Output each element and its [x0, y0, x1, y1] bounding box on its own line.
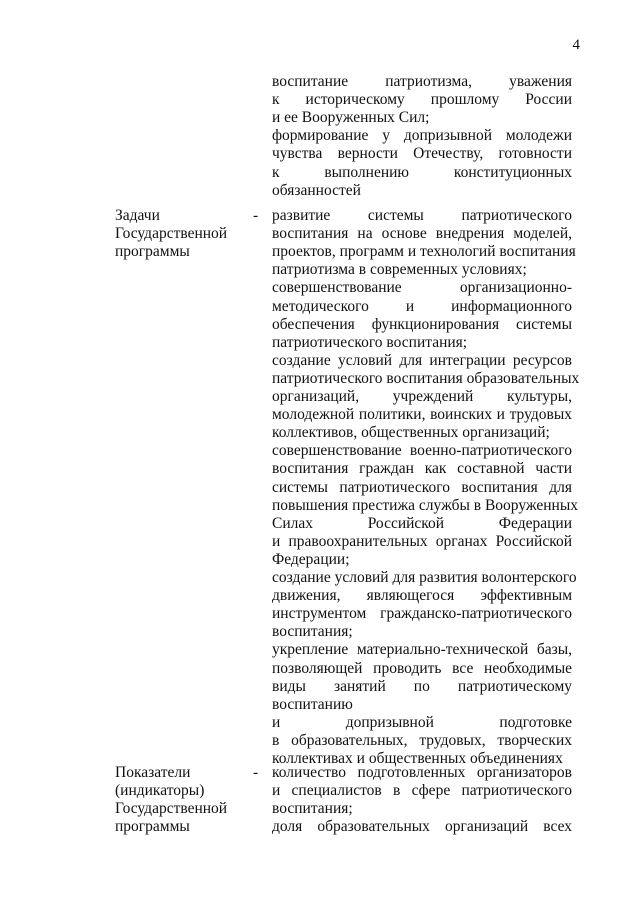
section-text-line: Силах Российской Федерации: [272, 514, 572, 532]
section-text-line: коллективах и общественных объединениях: [272, 750, 563, 767]
page-number: 4: [572, 37, 580, 53]
section-text-line: воспитанию: [272, 695, 353, 713]
program-goals-line: к историческому прошлому России: [272, 91, 572, 109]
section-label-line: Государственной: [115, 800, 228, 818]
section-text-line: и допризывной подготовке: [272, 713, 572, 731]
section-text-line: виды занятий по патриотическому: [272, 677, 572, 695]
section-text-line: методического и информационного: [272, 297, 572, 315]
section-text-line: инструментом гражданско-патриотического: [272, 605, 572, 623]
section-text-line: создание условий для интеграции ресурсов: [272, 351, 572, 369]
section-text-line: и правоохранительных органах Российской: [272, 532, 572, 550]
program-goals-line: и ее Вооруженных Сил;: [272, 109, 430, 127]
section-text-line: патриотического воспитания образовательных: [272, 369, 580, 387]
section-text-line: доля образовательных организаций всех: [272, 818, 572, 836]
section-text-line: совершенствование организационно-: [272, 279, 572, 297]
section-text-line: воспитания на основе внедрения моделей,: [272, 225, 572, 243]
section-label-line: (индикаторы): [115, 782, 205, 800]
program-goals-line: формирование у допризывной молодежи: [272, 127, 572, 145]
section-label-line: Показатели: [115, 764, 191, 781]
section-text-line: повышения престижа службы в Вооруженных: [272, 496, 579, 514]
section-text-line: воспитания;: [272, 800, 353, 818]
section-text-line: совершенствование военно-патриотического: [272, 442, 572, 460]
section-label-line: Задачи: [115, 207, 160, 224]
section-text-line: создание условий для развития волонтерского: [272, 569, 577, 586]
section-text-line: движения, являющегося эффективным: [272, 587, 572, 605]
section-label-line: программы: [115, 243, 190, 261]
program-goals-line: воспитание патриотизма, уважения: [272, 73, 572, 90]
section-text-line: обеспечения функционирования системы: [272, 315, 572, 333]
section-text-line: в образовательных, трудовых, творческих: [272, 731, 572, 749]
section-text-line: проектов, программ и технологий воспитания: [272, 243, 576, 261]
section-text-line: организаций, учреждений культуры,: [272, 388, 572, 405]
section-text-line: патриотического воспитания;: [272, 333, 468, 351]
section-text-line: укрепление материально-технической базы,: [272, 641, 572, 659]
section-text-line: развитие системы патриотического: [272, 207, 572, 224]
section-text-line: позволяющей проводить все необходимые: [272, 659, 572, 677]
section-label-line: программы: [115, 818, 190, 836]
section-text-line: воспитания граждан как составной части: [272, 460, 572, 478]
program-goals-line: к выполнению конституционных: [272, 163, 572, 181]
section-text-line: коллективов, общественных организаций;: [272, 424, 550, 442]
section-text-line: воспитания;: [272, 623, 353, 641]
program-goals-line: обязанностей: [272, 181, 361, 199]
section-text-line: Федерации;: [272, 550, 350, 568]
section-text-line: системы патриотического воспитания для: [272, 478, 572, 496]
program-goals-line: чувства верности Отечеству, готовности: [272, 145, 572, 163]
section-text-line: патриотизма в современных условиях;: [272, 261, 527, 279]
section-dash: -: [253, 207, 259, 224]
section-label-line: Государственной: [115, 225, 228, 243]
section-text-line: количество подготовленных организаторов: [272, 764, 572, 781]
section-dash: -: [253, 764, 259, 781]
section-text-line: молодежной политики, воинских и трудовых: [272, 406, 572, 424]
section-text-line: и специалистов в сфере патриотического: [272, 782, 572, 800]
